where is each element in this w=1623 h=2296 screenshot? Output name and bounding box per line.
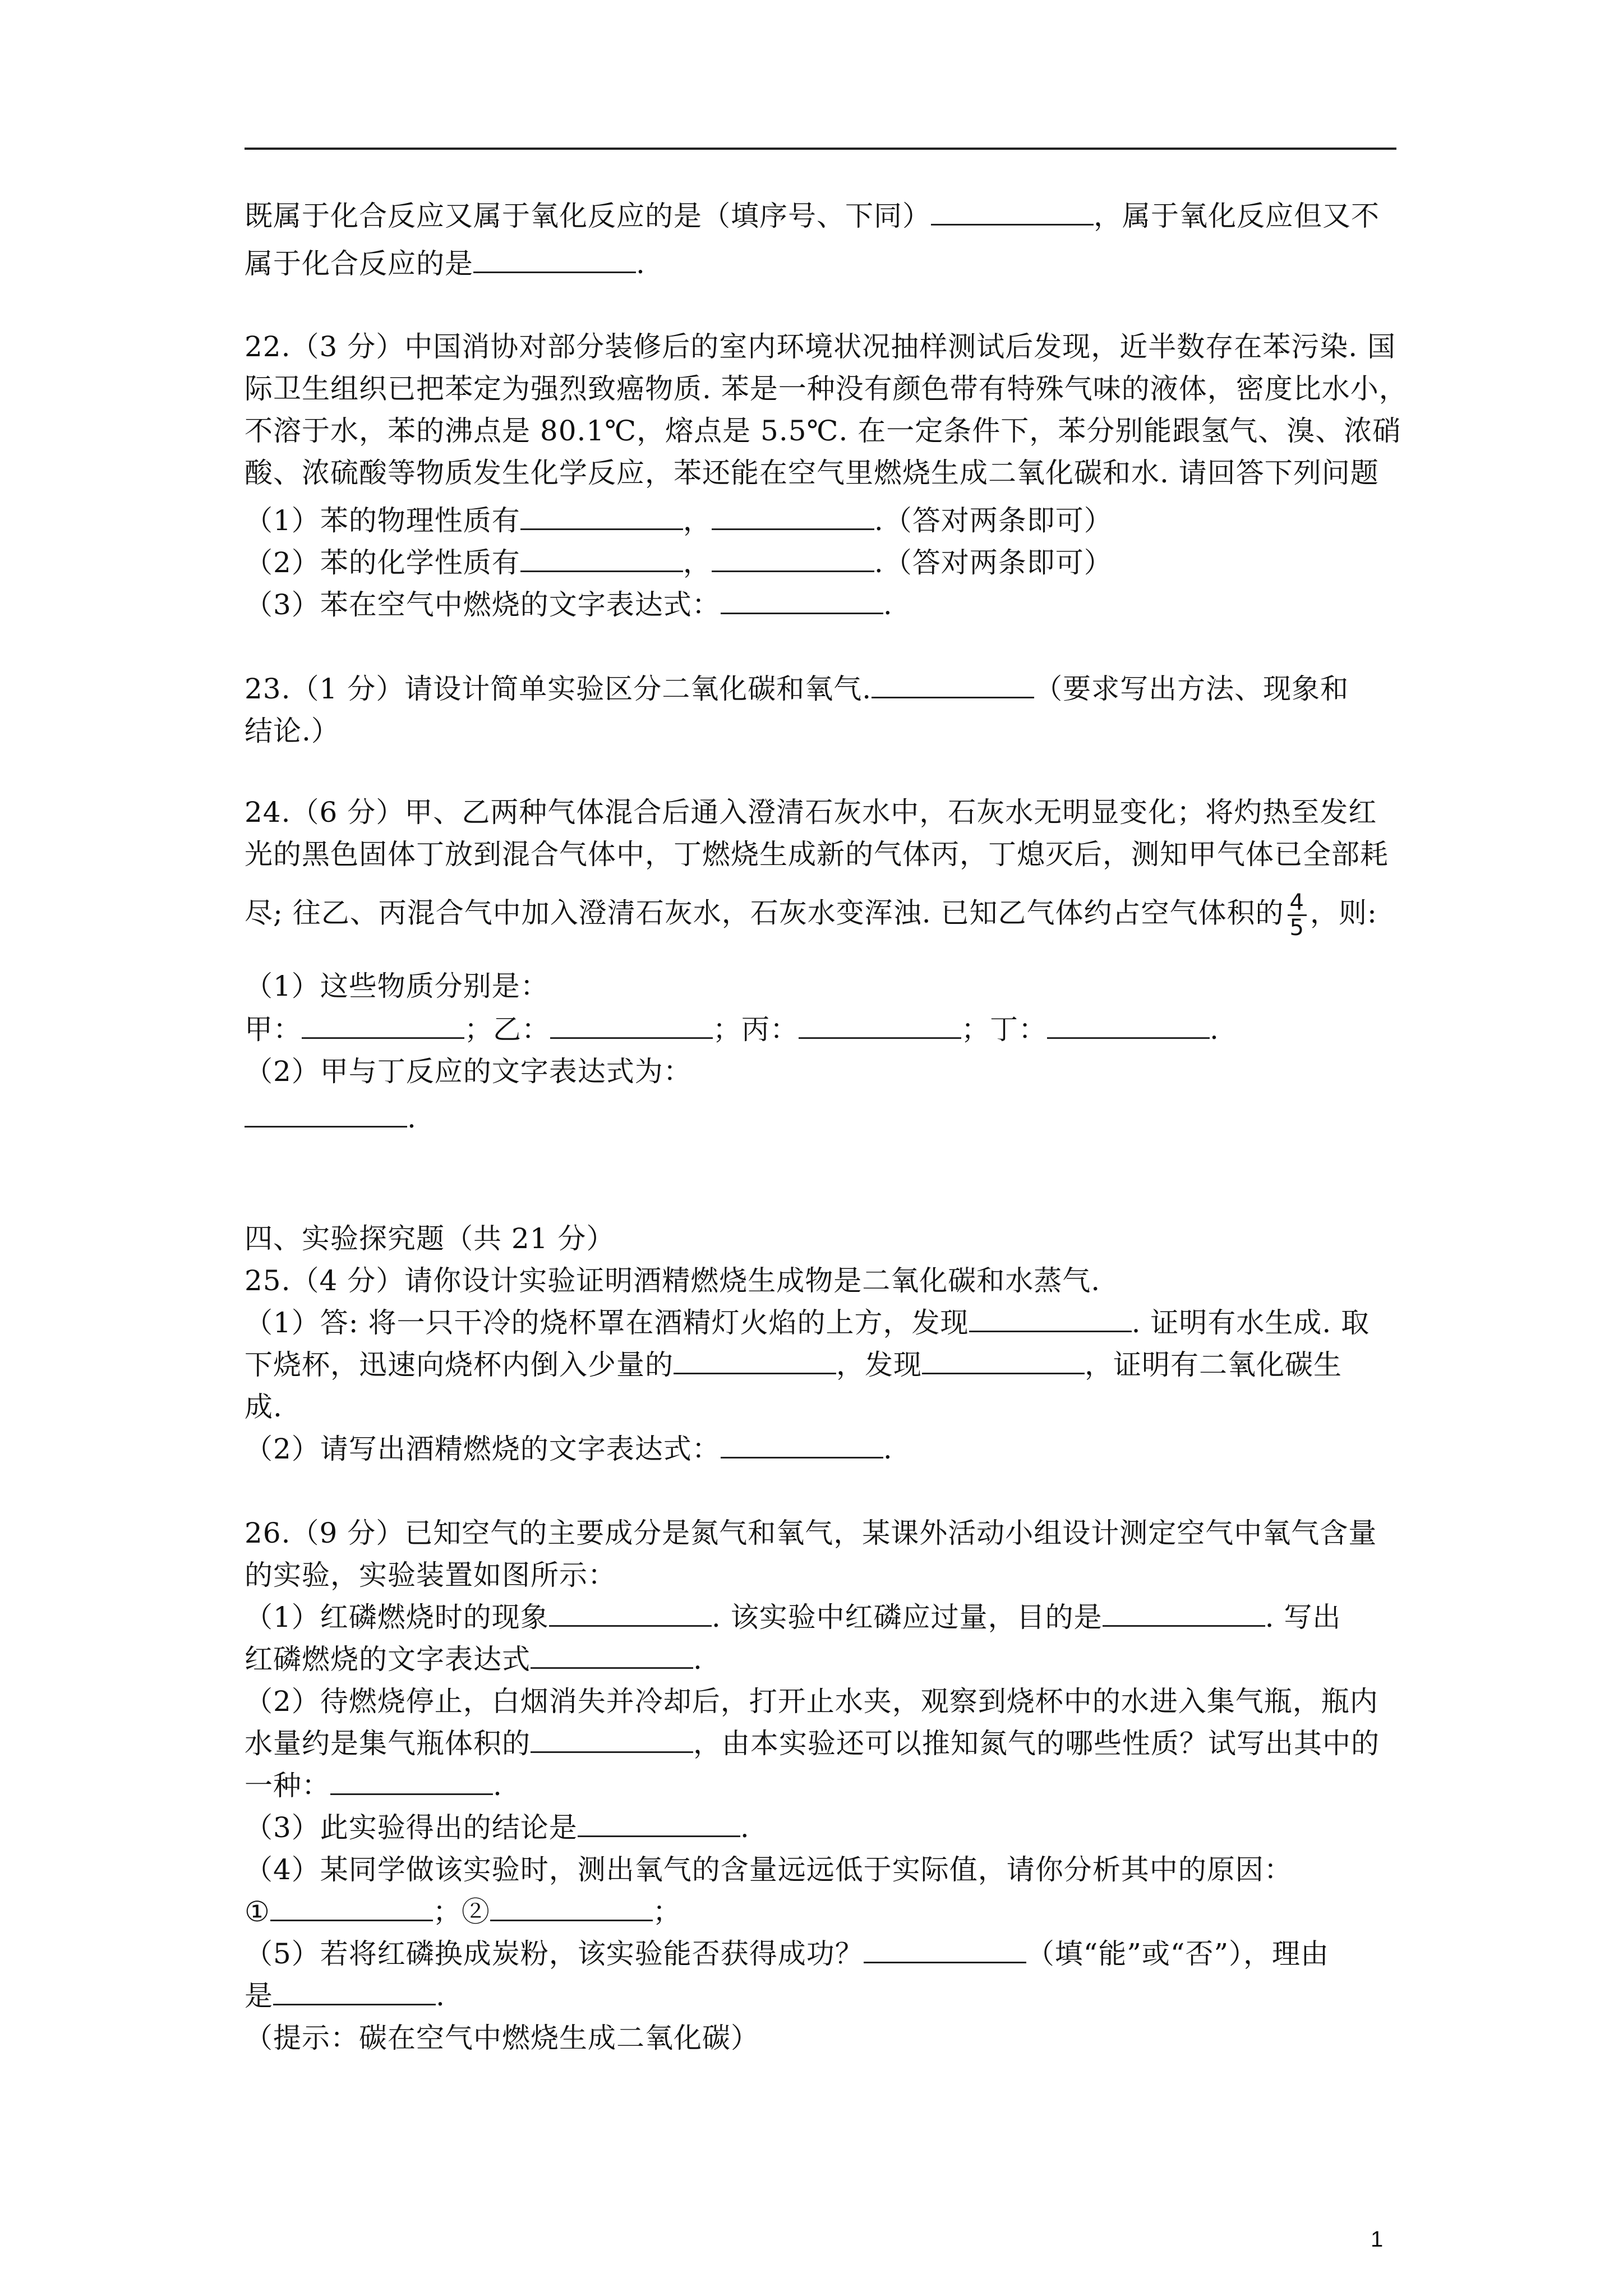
answer-blank[interactable] (473, 247, 636, 273)
question-22-line: 酸、浓硫酸等物质发生化学反应，苯还能在空气里燃烧生成二氧化碳和水. 请回答下列问题 (245, 457, 1379, 489)
text: . (883, 1433, 893, 1465)
answer-blank[interactable] (578, 1811, 740, 1837)
text: . (436, 1980, 445, 2012)
answer-blank[interactable] (969, 1306, 1132, 1332)
text: 水量约是集气瓶体积的 (245, 1727, 531, 1760)
answer-blank[interactable] (712, 546, 874, 572)
text: . (693, 1643, 703, 1676)
question-24-line: 光的黑色固体丁放到混合气体中，丁燃烧生成新的气体丙，丁熄灭后，测知甲气体已全部耗 (245, 838, 1389, 871)
question-26-line: 的实验，实验装置如图所示： (245, 1559, 616, 1591)
text: ，则: (1310, 896, 1377, 930)
text: .（答对两条即可） (874, 504, 1113, 537)
fraction-denominator: 5 (1289, 915, 1304, 941)
text: . 证明有水生成. 取 (1131, 1306, 1370, 1339)
text: . (493, 1769, 502, 1802)
answer-blank[interactable] (864, 1937, 1026, 1963)
question-26-line (245, 1769, 1400, 1802)
text: （5）若将红磷换成炭粉，该实验能否获得成功？ (245, 1938, 864, 1970)
answer-blank[interactable] (1047, 1013, 1210, 1039)
question-25-line (245, 1432, 1400, 1466)
page-number: 1 (1371, 2227, 1384, 2252)
text-line (245, 199, 1400, 233)
question-26-line (245, 1642, 1400, 1676)
text: （2）苯的化学性质有 (245, 546, 520, 579)
question-22-sub2 (245, 546, 1400, 579)
question-22-line: 际卫生组织已把苯定为强烈致癌物质. 苯是一种没有颜色带有特殊气味的液体，密度比水小， (245, 372, 1408, 405)
question-22-line: 22.（3 分）中国消协对部分装修后的室内环境状况抽样测试后发现，近半数存在苯污染. 国 (245, 330, 1396, 363)
fraction (1288, 891, 1307, 940)
answer-blank[interactable] (931, 199, 1094, 226)
question-24-line (245, 891, 1400, 940)
question-24-sub2: （2）甲与丁反应的文字表达式为： (245, 1055, 692, 1088)
question-24-sub1: （1）这些物质分别是： (245, 970, 549, 1002)
text: （填“能”或“否”），理由 (1026, 1938, 1330, 1970)
question-26-line: 26.（9 分）已知空气的主要成分是氮气和氧气，某课外活动小组设计测定空气中氧气含量 (245, 1517, 1377, 1549)
text: ，发现 (836, 1349, 922, 1381)
question-26-line (245, 1811, 1400, 1844)
answer-blank[interactable] (712, 504, 874, 530)
text: 下烧杯，迅速向烧杯内倒入少量的 (245, 1349, 674, 1381)
text: ① (245, 1895, 270, 1928)
question-25-line (245, 1306, 1400, 1340)
question-26-line (245, 1727, 1400, 1760)
fraction-numerator: 4 (1288, 891, 1307, 916)
text: ； (652, 1895, 681, 1928)
text: （2）请写出酒精燃烧的文字表达式： (245, 1433, 721, 1465)
text: ，证明有二氧化碳生 (1085, 1349, 1342, 1381)
question-22-sub1 (245, 504, 1400, 537)
text: 尽; 往乙、丙混合气中加入澄清石灰水，石灰水变浑浊. 已知乙气体约占空气体积的 (245, 896, 1284, 930)
question-24-answer (245, 1101, 1400, 1135)
answer-blank[interactable] (520, 504, 683, 530)
text: ；丙： (713, 1013, 799, 1046)
text: . (1210, 1013, 1219, 1046)
question-26-hint: （提示：碳在空气中燃烧生成二氧化碳） (245, 2022, 759, 2054)
text: ，属于氧化反应但又不 (1094, 200, 1380, 232)
answer-blank[interactable] (550, 1013, 713, 1039)
text: ；乙： (464, 1013, 550, 1046)
text: . 该实验中红磷应过量，目的是 (711, 1601, 1103, 1634)
question-24-answers (245, 1013, 1400, 1046)
text: ；丁： (961, 1013, 1047, 1046)
text: （1）答: 将一只干冷的烧杯罩在酒精灯火焰的上方，发现 (245, 1306, 969, 1339)
section-heading: 四、实验探究题（共 21 分） (245, 1222, 615, 1255)
text: 23.（1 分）请设计简单实验区分二氧化碳和氧气. (245, 673, 872, 705)
answer-blank[interactable] (674, 1348, 836, 1374)
text: 既属于化合反应又属于氧化反应的是（填序号、下同） (245, 200, 931, 232)
answer-blank[interactable] (531, 1642, 693, 1669)
text: 是 (245, 1980, 273, 2012)
question-26-line (245, 1600, 1400, 1634)
text: 一种： (245, 1769, 330, 1802)
question-26-line: （4）某同学做该实验时，测出氧气的含量远远低于实际值，请你分析其中的原因： (245, 1853, 1293, 1886)
text-line (245, 247, 1400, 280)
text: （要求写出方法、现象和 (1034, 673, 1349, 705)
text: .（答对两条即可） (874, 546, 1113, 579)
answer-blank[interactable] (1103, 1600, 1265, 1627)
text: （3）此实验得出的结论是 (245, 1811, 578, 1844)
question-25-line (245, 1348, 1400, 1382)
question-26-line (245, 1937, 1400, 1971)
question-24-line: 24.（6 分）甲、乙两种气体混合后通入澄清石灰水中，石灰水无明显变化；将灼热至发红 (245, 796, 1377, 829)
question-22-sub3 (245, 588, 1400, 622)
text: ；② (432, 1895, 490, 1928)
answer-blank[interactable] (922, 1348, 1085, 1374)
answer-blank[interactable] (245, 1101, 407, 1128)
answer-blank[interactable] (302, 1013, 464, 1039)
text: （3）苯在空气中燃烧的文字表达式： (245, 588, 721, 621)
text: . (883, 588, 893, 621)
text: 属于化合反应的是 (245, 247, 473, 280)
answer-blank[interactable] (490, 1895, 653, 1921)
text: . (636, 247, 645, 280)
answer-blank[interactable] (799, 1013, 961, 1039)
text: ， (683, 504, 712, 537)
answer-blank[interactable] (721, 588, 883, 614)
answer-blank[interactable] (721, 1432, 883, 1458)
answer-blank[interactable] (270, 1895, 433, 1921)
question-26-line (245, 1895, 1400, 1929)
answer-blank[interactable] (330, 1769, 493, 1795)
text: ， (683, 546, 712, 579)
question-26-line: （2）待燃烧停止，白烟消失并冷却后，打开止水夹，观察到烧杯中的水进入集气瓶，瓶内 (245, 1685, 1378, 1718)
text: ，由本实验还可以推知氮气的哪些性质？试写出其中的 (693, 1727, 1380, 1760)
answer-blank[interactable] (273, 1979, 436, 2005)
text: . (740, 1811, 750, 1844)
question-22-line: 不溶于水，苯的沸点是 80.1℃，熔点是 5.5℃. 在一定条件下，苯分别能跟氢气、溴、浓硝 (245, 415, 1401, 447)
header-rule (245, 148, 1396, 150)
text: . (407, 1102, 417, 1134)
answer-blank[interactable] (531, 1727, 693, 1753)
answer-blank[interactable] (520, 546, 683, 572)
text: . 写出 (1265, 1601, 1341, 1634)
answer-blank[interactable] (549, 1600, 712, 1627)
answer-blank[interactable] (872, 672, 1034, 698)
question-23-line (245, 672, 1400, 706)
text: （1）红磷燃烧时的现象 (245, 1601, 549, 1634)
text: 红磷燃烧的文字表达式 (245, 1643, 531, 1676)
text: （1）苯的物理性质有 (245, 504, 520, 537)
question-23-line: 结论.） (245, 715, 340, 747)
question-25-line: 成. (245, 1391, 283, 1423)
text: 甲： (245, 1013, 302, 1046)
question-26-line (245, 1979, 1400, 2013)
question-25-line: 25.（4 分）请你设计实验证明酒精燃烧生成物是二氧化碳和水蒸气. (245, 1264, 1101, 1297)
